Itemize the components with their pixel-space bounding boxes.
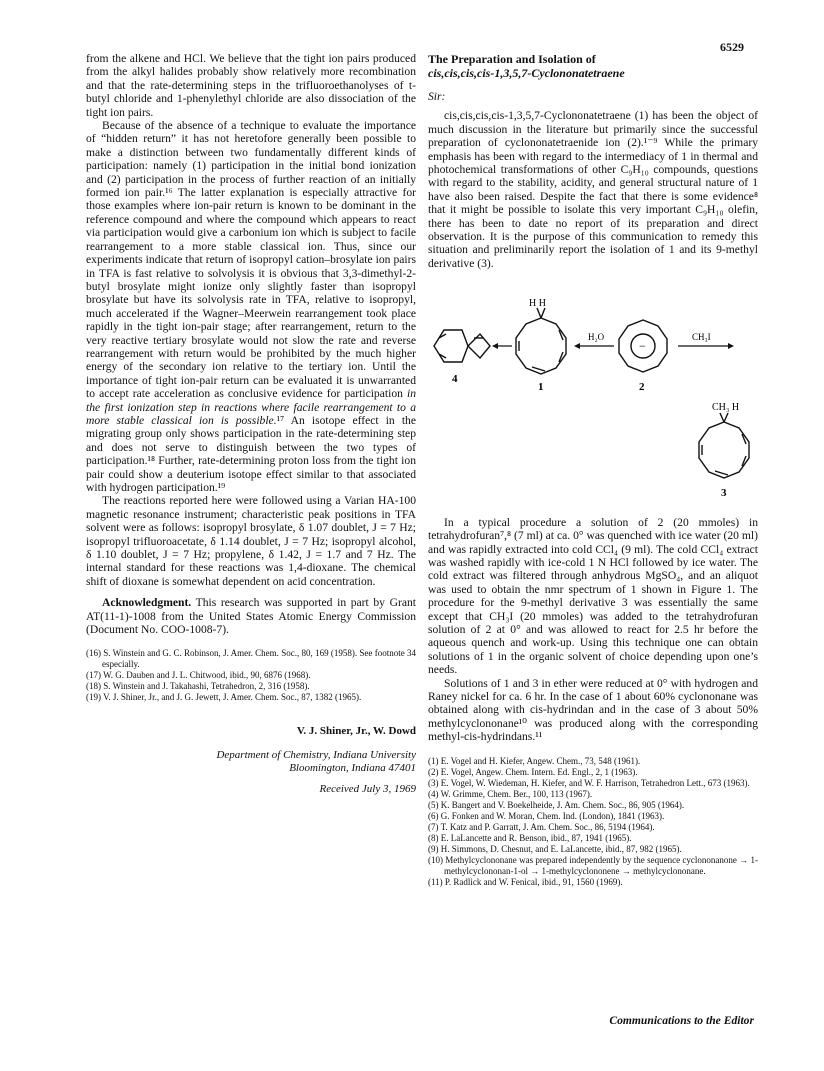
footnote-16: (16) S. Winstein and G. C. Robinson, J. Amer. Chem. Soc., 80, 169 (1958). See footnote 34 especially. — [86, 648, 416, 670]
left-paragraph-2-text: Because of the absence of a technique to evaluate the importance of “hidden return” it has not heretofore generally been possible to make a distinction between two fundamentally different kinds of participation: namely (1) participation in the initial bond ionization and (2) participation in the process of further reaction of an initially formed ion pair.¹⁶ The latter explanation is especially attractive for those examples where ion-pair return is known to be dominant in the reference compound and where the compound which appears to react via participation would give a carbonium ion which is subject to facile rearrangement to a more stable classical ion. Thus, since our experiments indicate that return of isopropyl cation–brosylate ion pairs in TFA is fast relative to solvolysis it is obvious that 3,3-dimethyl-2-butyl brosylate might ionize only slightly faster than isopropyl brosylate but have its solvolysis rate in TFA, relative to isopropyl, much accelerated if the Wagner–Meerwein rearrangement took place rapidly in the tight ion-pair stage; after rearrangement, return to the very reactive tertiary brosylate would not slow the rate and reverse rearrangement with return would be prohibited by the much higher energy of the secondary ion relative to the tertiary ion. Until the importance of tight ion-pair return can be evaluated it is unwarranted to accept rate acceleration as conclusive evidence for participation — [86, 119, 416, 401]
left-paragraph-1: from the alkene and HCl. We believe that the tight ion pairs produced from the alkyl halides probably show relatively more recombination and that the rate-determining steps in the trifluoroethanolyses of t-butyl chloride and 1-phenylethyl chloride are also dissociation of the tight ion pairs. — [86, 52, 416, 119]
author-signature: V. J. Shiner, Jr., W. Dowd — [296, 725, 416, 738]
article-title-line-2: cis,cis,cis,cis-1,3,5,7-Cyclononatetraene — [428, 66, 625, 80]
left-footnotes — [86, 648, 416, 703]
arrow-2-to-3 — [678, 343, 734, 349]
footnote-4: (4) W. Grimme, Chem. Ber., 100, 113 (1967). — [428, 788, 593, 799]
article-title-line-1: The Preparation and Isolation of — [428, 52, 596, 66]
left-paragraph-3: The reactions reported here were followed using a Varian HA-100 magnetic resonance instrument; characteristic peak positions in TFA solvent were as follows: isopropyl brosylate, δ 1.07 doublet, J = 7 Hz; isopropyl trifluoroacetate, δ 1.14 doublet, J = 7 Hz; isopropyl alcohol, δ 1.10 doublet, J = 7 Hz; propylene, δ 1.42, J = 1.7 and 7 Hz. The internal standard for these reactions was 1,4-dioxane. The chemical shift of dioxane is somewhat dependent on acid concentration. — [86, 494, 416, 588]
footnote-9: (9) H. Simmons, D. Chesnut, and E. LaLancette, ibid., 87, 982 (1965). — [428, 843, 682, 854]
affiliation — [86, 749, 416, 775]
label-hh: H H — [529, 298, 546, 310]
footnote-8: (8) E. LaLancette and R. Benson, ibid., 87, 1941 (1965). — [428, 832, 632, 843]
label-ch3h: CH₃ H — [712, 402, 740, 414]
section-footer: Communications to the Editor — [609, 1014, 754, 1027]
footnote-17: (17) W. G. Dauben and J. L. Chitwood, ibid., 90, 6876 (1968). — [86, 670, 311, 681]
salutation: Sir: — [428, 90, 446, 103]
compound-1-structure — [516, 308, 566, 374]
footnote-1: (1) E. Vogel and H. Kiefer, Angew. Chem., 73, 548 (1961). — [428, 755, 641, 766]
right-footnotes — [428, 756, 758, 888]
label-compound-4: 4 — [452, 373, 458, 386]
arrow-2-to-1 — [574, 343, 614, 349]
affiliation-line-1: Department of Chemistry, Indiana University — [216, 748, 416, 761]
reagent-methyl-iodide: CH₃I — [692, 332, 711, 343]
footnote-6: (6) G. Fonken and W. Moran, Chem. Ind. (London), 1841 (1963). — [428, 810, 665, 821]
footnote-11: (11) P. Radlick and W. Fenical, ibid., 91, 1560 (1969). — [428, 876, 623, 887]
acknowledgment — [86, 596, 416, 636]
footnote-18: (18) S. Winstein and J. Takahashi, Tetrahedron, 2, 316 (1958). — [86, 681, 310, 692]
compound-3-structure — [699, 413, 749, 478]
left-column — [86, 52, 416, 796]
acknowledgment-label: Acknowledgment. — [102, 596, 192, 610]
reaction-scheme — [428, 278, 758, 508]
compound-4-structure — [434, 330, 490, 362]
label-compound-3: 3 — [721, 487, 727, 500]
left-paragraph-2 — [86, 119, 416, 494]
acknowledgment-text: This research was supported in part by Grant AT(11-1)-1008 from the United States Atomic Energy Commission (Document No. COO-1008-7). — [86, 596, 416, 637]
page-number: 6529 — [720, 40, 744, 54]
footnote-10: (10) Methylcyclononane was prepared independently by the sequence cyclononanone → 1-methylcyclononan-1-ol → 1-methylcyclononene → methylcyclononane. — [428, 854, 758, 876]
right-paragraph-2: In a typical procedure a solution of 2 (20 mmoles) in tetrahydrofuran⁷,⁸ (7 ml) at ca. 0° was quenched with ice water (20 ml) and was rapidly extracted into cold CCl₄ (9 ml). The cold CCl₄ extract was washed rapidly with ice-cold 1 N HCl followed by ice water. The cold extract was filtered through anhydrous MgSO₄, and an aliquot was used to obtain the nmr spectrum of 1 shown in Figure 1. The procedure for the 9-methyl derivative 3 was essentially the same except that CH₃I (20 mmoles) was added to the tetrahydrofuran solution of 2 at 0° and was allowed to react for 2.5 hr before the aqueous quench and work-up. Using this technique one can obtain solutions of 1 in the organic solvent of choice depending upon one’s needs. — [428, 515, 758, 677]
reagent-water: H₂O — [588, 332, 605, 343]
label-compound-2: 2 — [639, 381, 645, 394]
arrow-1-to-4 — [492, 343, 512, 349]
footnote-3: (3) E. Vogel, W. Wiedeman, H. Kiefer, and W. F. Harrison, Tetrahedron Lett., 673 (1963). — [428, 777, 750, 788]
right-paragraph-3: Solutions of 1 and 3 in ether were reduced at 0° with hydrogen and Raney nickel for ca. 6 hr. In the case of 1 about 60% cyclononane was obtained along with cis-hydrindan and in the case of 3 about 50% methylcyclononane¹⁰ was produced along with the corresponding methyl-cis-hydrindans.¹¹ — [428, 676, 758, 744]
footnote-2: (2) E. Vogel, Angew. Chem. Intern. Ed. Engl., 2, 1 (1963). — [428, 766, 638, 777]
anion-charge: − — [639, 339, 646, 354]
received-date: Received July 3, 1969 — [319, 782, 416, 795]
affiliation-line-2: Bloomington, Indiana 47401 — [289, 761, 416, 774]
footnote-7: (7) T. Katz and P. Garratt, J. Am. Chem. Soc., 86, 5194 (1964). — [428, 821, 655, 832]
left-paragraph-2-emphasis: in the first ionization step in reactions where facile rearrangement to a more stable classical ion is possible. — [86, 387, 417, 427]
footnote-19: (19) V. J. Shiner, Jr., and J. G. Jewett, J. Amer. Chem. Soc., 87, 1382 (1965). — [86, 692, 362, 703]
label-compound-1: 1 — [538, 381, 544, 394]
right-column — [428, 52, 758, 888]
footnote-5: (5) K. Bangert and V. Boekelheide, J. Am. Chem. Soc., 86, 905 (1964). — [428, 799, 685, 810]
right-paragraph-1: cis,cis,cis,cis-1,3,5,7-Cyclononatetraene (1) has been the object of much discussion in the literature but primarily since the successful preparation of cyclononatetraenide ion (2).¹⁻⁹ While the primary emphasis has been with regard to the intermediacy of 1 in thermal and photochemical transformations of other C₉H₁₀ compounds, questions with regard to the stability, acidity, and general structural nature of 1 have also been raised. Despite the fact that there is some evidence⁸ that it might be possible to isolate this very important C₉H₁₀ olefin, there has been to date no report of its preparation and direct observation. It is the purpose of this communication to remedy this situation and preliminarily report the isolation of 1 and its 9-methyl derivative (3). — [428, 109, 758, 270]
left-paragraph-2-tail: ¹⁷ An isotope effect in the migrating group only shows participation in the rate-determining step and does not serve to distinguish between the two types of participation.¹⁸ Further, rate-determining proton loss from the tight ion pair could show a deuterium isotope effect similar to that associated with hydrogen participation.¹⁹ — [86, 413, 416, 494]
